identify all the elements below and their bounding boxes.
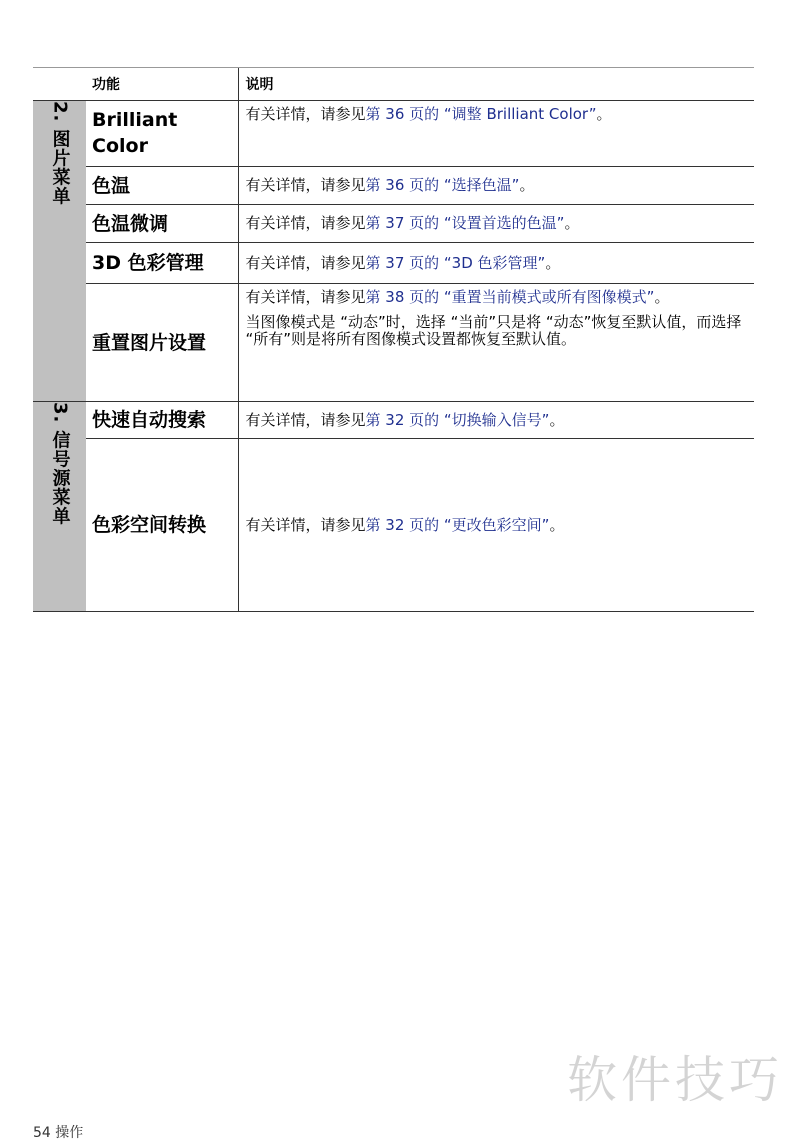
description-cell xyxy=(238,101,754,167)
table-row xyxy=(33,101,754,167)
desc-suffix: 。 xyxy=(549,515,565,534)
group-label: 3. 信号源菜单 xyxy=(49,402,71,526)
desc-text: 有关详情，请参见 xyxy=(245,515,366,534)
description-cell xyxy=(238,205,754,243)
table-header-row xyxy=(33,68,754,101)
page-link[interactable]: 第 38 页的 “重置当前模式或所有图像模式” xyxy=(365,288,655,306)
page-footer: 54 操作 xyxy=(33,1125,84,1141)
desc-text: 有关详情，请参见 xyxy=(245,214,366,232)
watermark: 软件技巧 xyxy=(567,1051,783,1109)
desc-text: 有关详情，请参见 xyxy=(245,288,366,306)
page-link[interactable]: 第 37 页的 “设置首选的色温” xyxy=(365,214,565,232)
feature-cell: 色温微调 xyxy=(86,205,238,243)
feature-cell: 快速自动搜索 xyxy=(86,402,238,439)
desc-text: 有关详情，请参见 xyxy=(245,176,366,194)
table-row xyxy=(33,402,754,439)
table-row xyxy=(33,205,754,243)
description-cell xyxy=(238,284,754,402)
desc-note: 当图像模式是 “动态”时，选择 “当前”只是将 “动态”恢复至默认值，而选择 “所有”则是将所有图像模式设置都恢复至默认值。 xyxy=(245,313,742,348)
desc-suffix: 。 xyxy=(654,288,670,306)
page-link[interactable]: 第 37 页的 “3D 色彩管理” xyxy=(365,253,546,272)
desc-suffix: 。 xyxy=(596,105,612,123)
header-feature: 功能 xyxy=(33,68,238,101)
group-source-menu xyxy=(33,402,86,612)
desc-text: 有关详情，请参见 xyxy=(245,253,366,272)
description-cell xyxy=(238,439,754,612)
feature-cell: Brilliant Color xyxy=(86,101,238,167)
table-row xyxy=(33,284,754,402)
page-link[interactable]: 第 36 页的 “调整 Brilliant Color” xyxy=(365,105,597,123)
page-link[interactable]: 第 32 页的 “更改色彩空间” xyxy=(365,515,550,534)
description-cell xyxy=(238,167,754,205)
desc-suffix: 。 xyxy=(545,253,561,272)
page-link[interactable]: 第 36 页的 “选择色温” xyxy=(365,176,520,194)
feature-cell: 色温 xyxy=(86,167,238,205)
feature-table xyxy=(33,67,754,612)
desc-text: 有关详情，请参见 xyxy=(245,105,366,123)
desc-suffix: 。 xyxy=(549,410,565,429)
table-row xyxy=(33,167,754,205)
feature-cell: 重置图片设置 xyxy=(86,284,238,402)
description-cell xyxy=(238,243,754,284)
desc-text: 有关详情，请参见 xyxy=(245,410,366,429)
table-row xyxy=(33,243,754,284)
feature-cell: 色彩空间转换 xyxy=(86,439,238,612)
page-link[interactable]: 第 32 页的 “切换输入信号” xyxy=(365,410,550,429)
feature-cell: 3D 色彩管理 xyxy=(86,243,238,284)
group-label: 2. 图片菜单 xyxy=(49,101,71,206)
header-description: 说明 xyxy=(238,68,754,101)
description-cell xyxy=(238,402,754,439)
group-picture-menu xyxy=(33,101,86,402)
desc-suffix: 。 xyxy=(519,176,535,194)
table-row xyxy=(33,439,754,612)
desc-suffix: 。 xyxy=(564,214,580,232)
